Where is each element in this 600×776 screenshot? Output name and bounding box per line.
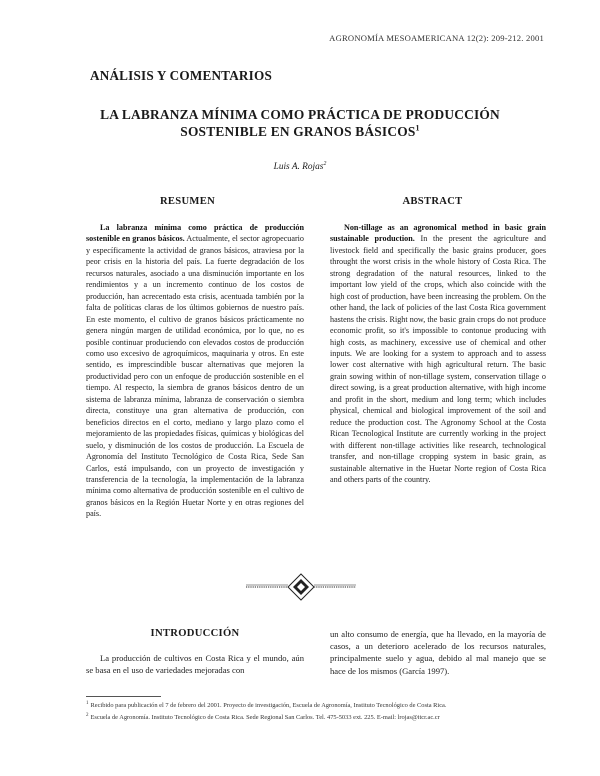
- abstract-text: [330, 222, 546, 485]
- abstract-heading: ABSTRACT: [402, 196, 463, 207]
- resumen-body: Actualmente, el sector agropecuario y específicamente la actividad de granos básicos, atraviesa por la peor crisis en la historia del país. La fuerte degradación de los recursos naturales, asociado a una disminución importante en los rendimientos y a un incremento continuo de los costos de producción, han acrecentado esta crisis, acentuada también por la falta de políticas claras de los últimos gobiernos de nuestro país. En este momento, el cultivo de granos básicos prácticamente no genera ningún margen de utilidad económica, por lo que, no es posible continuar produciendo con elevados costos de producción como uso excesivo de agroquímicos, maquinaria y otros. En este sentido, es imprescindible buscar alternativas que mejoren la productividad pero con un enfoque de producción sostenible en el tiempo. Al respecto, la siembra de granos básicos dentro de un sistema de labranza mínima, labranza de conservación o siembra directa, constituye una gran alternativa de producción, con beneficios directos en el corto, mediano y largo plazo como el mejoramiento de las propiedades físicas, químicas y biológicas del suelo, y disminución de los costos de producción. La Escuela de Agronomía del Instituto Tecnológico de Costa Rica, Sede San Carlos, está impulsando, con un proyecto de investigación y transferencia de la tecnología, la implementación de la labranza mínima como alternativa de producción sostenible en el cultivo de granos básicos en la Región Huetar Norte y en otras regiones del país.: [86, 234, 304, 519]
- footnote-2: [86, 712, 548, 724]
- title-line-1: LA LABRANZA MÍNIMA COMO PRÁCTICA DE PRODUCCIÓN: [100, 107, 500, 122]
- resumen-heading: RESUMEN: [159, 196, 216, 207]
- author-name: Luis A. Rojas: [273, 162, 324, 172]
- author: [90, 162, 510, 172]
- introduccion-text-right: un alto consumo de energía, que ha llevado, en la mayoría de casos, a un deterioro acelerado de los recursos naturales, principalmente suelo y agua, debido al mal manejo que se hace de los mismos (García 1997).: [330, 629, 546, 676]
- footnote-2-mark: 2: [86, 712, 89, 718]
- title-line-2-text: SOSTENIBLE EN GRANOS BÁSICOS: [180, 124, 416, 139]
- section-label: ANÁLISIS Y COMENTARIOS: [90, 68, 272, 83]
- introduccion-text-left: La producción de cultivos en Costa Rica y el mundo, aún se basa en el uso de variedades mejoradas con: [86, 653, 304, 676]
- resumen-text: [86, 222, 304, 520]
- footnote-1-text: Recibido para publicación el 7 de febrero del 2001. Proyecto de investigación, Escuela de Agronomía, Instituto Tecnológico de Costa Rica.: [90, 702, 447, 709]
- running-head: AGRONOMÍA MESOAMERICANA 12(2): 209-212. 2001: [329, 33, 544, 43]
- footnote-1: [86, 700, 548, 712]
- title-footnote-mark: 1: [415, 123, 420, 133]
- footnote-2-text: Escuela de Agronomía. Instituto Tecnológico de Costa Rica. Sede Regional San Carlos. Tel. 475-5033 ext. 225. E-mail: lrojas@itcr.ac.cr: [90, 714, 440, 721]
- footnote-1-mark: 1: [86, 700, 89, 706]
- footnotes: [86, 700, 548, 724]
- diamond-ornament-icon: [246, 573, 356, 601]
- abstract-lead: Non-tillage as an agronomical method in basic grain sustainable production.: [330, 223, 546, 244]
- footnote-divider: [86, 696, 161, 697]
- author-footnote-mark: 2: [323, 160, 327, 167]
- abstract-body: In the present the agriculture and livestock field and specifically the basic grains producer, goes throught the worst crisis in the whole history of Costa Rica. The strong degradation of the natural resources, linked to the important low yield of the crops, which also coincide with the high cost of production, have been increasing the problem. On the other hand, the lack of policies of the last Costa Rica government hastens the crisis. Right now, the basic grain crops do not produce economic profit, so it's impossible to contonue producing with high costs, as machinery, excessive use of chemical and other inputs. We are looking for a system to approach and to assess lower cost alternative with high agricultural return. The basic grain sowing within of non-tillage system, conservation tillage o direct sowing, is a great production alternative, with high income and profit in the short, medium and long term; which includes physical, chemical and biological improvement of the soil and reduce the production cost. The Agronomy School at the Costa Rican Tecnological Institute are currently working in the project with different non-tillage activities like research, technological transfer, and non-tillage cropping system in basic grain, as sustainable alternative in the Huetar Norte region of Costa Rica and others parts of the country.: [330, 234, 546, 484]
- introduccion-heading: INTRODUCCIÓN: [150, 628, 240, 639]
- title-line-2: [60, 123, 540, 140]
- resumen-lead: La labranza mínima como práctica de producción sostenible en granos básicos.: [86, 223, 304, 244]
- article-title: [60, 106, 540, 140]
